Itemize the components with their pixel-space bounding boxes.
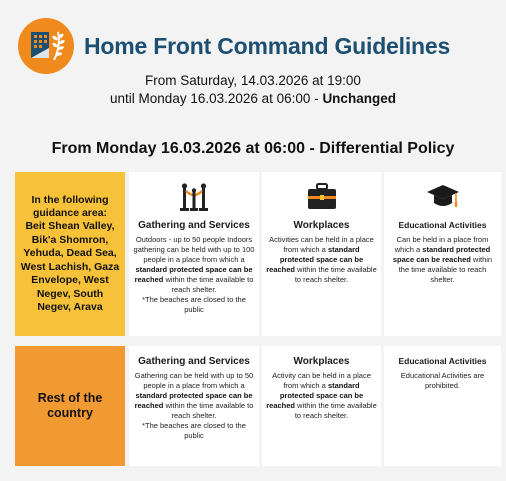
education-text-1: Can be held in a place from which a [394,235,489,254]
gathering-rest-text-bold: standard protected space can be reached [134,391,253,410]
gathering-rest-text-2: within the time available to reach shelter. [163,401,254,420]
gathering-title: Gathering and Services [138,220,250,231]
gathering-text-1: Outdoors - up to 50 people Indoors gathering can be held with up to 100 people in a place from which a [133,235,255,264]
education-text-rest: Educational Activities are prohibited. [400,371,485,390]
education-title-rest: Educational Activities [398,356,487,366]
region-intro: In the following guidance area: [31,193,109,220]
workplaces-rest-text-bold: standard protected space can be reached [266,381,364,410]
gathering-text [133,235,255,315]
workplaces-title-rest: Workplaces [293,356,350,367]
graduation-cap-icon [384,182,501,214]
education-card [384,172,501,336]
workplaces-text-rest [266,371,377,421]
education-text-bold: standard protected space can be reached [392,245,491,264]
workplaces-rest-text-2: within the time available to reach shelter. [294,401,377,420]
workplaces-text-bold: standard protected space can be reached [266,245,364,274]
gathering-note: *The beaches are closed to the public [142,295,246,314]
section-title: From Monday 16.03.2026 at 06:00 - Differential Policy [51,140,455,157]
workplaces-card [262,172,381,336]
workplaces-title: Workplaces [293,220,350,231]
period-status: Unchanged [322,91,396,106]
education-title: Educational Activities [398,220,487,230]
workplaces-text-1: Activities can be held in a place from which a [269,235,374,254]
region-areas: Beit Shean Valley, Bik'a Shomron, Yehuda, Dead Sea, West Lachish, Gaza Envelope, West Negev, South Negev, Arava [20,220,120,313]
guidance-row-rest-of-country [15,346,501,466]
stanchion-rope-icon [129,182,259,214]
home-front-command-logo-icon [18,18,74,74]
workplaces-rest-text-1: Activity can be held in a place from which a [272,371,371,390]
gathering-card-rest [129,346,259,466]
period-from: From Saturday, 14.03.2026 at 19:00 [145,73,361,88]
briefcase-icon [262,182,381,214]
education-text [388,235,497,285]
gathering-title-rest: Gathering and Services [138,356,250,367]
gathering-text-rest [133,371,255,441]
guidance-row-special-areas [15,172,501,336]
gathering-rest-note: *The beaches are closed to the public [142,421,246,440]
workplaces-text [266,235,377,285]
gathering-card [129,172,259,336]
period-until-text: until Monday 16.03.2026 at 06:00 - [110,91,323,106]
region-text [19,194,121,315]
education-card-rest [384,346,501,466]
page-title: Home Front Command Guidelines [84,33,451,59]
region-label-rest-of-country [15,346,125,466]
workplaces-card-rest [262,346,381,466]
gathering-text-2: within the time available to reach shelter. [163,275,254,294]
period-until [0,91,506,106]
workplaces-text-2: within the time available to reach shelter. [294,265,377,284]
education-text-2: within the time available to reach shelter. [398,255,493,284]
gathering-rest-text-1: Gathering can be held with up to 50 people in a place from which a [134,371,254,390]
region-label-special-areas [15,172,125,336]
header [0,0,506,112]
gathering-text-bold: standard protected space can be reached [134,265,253,284]
region-rest-text: Rest of the country [37,391,103,420]
